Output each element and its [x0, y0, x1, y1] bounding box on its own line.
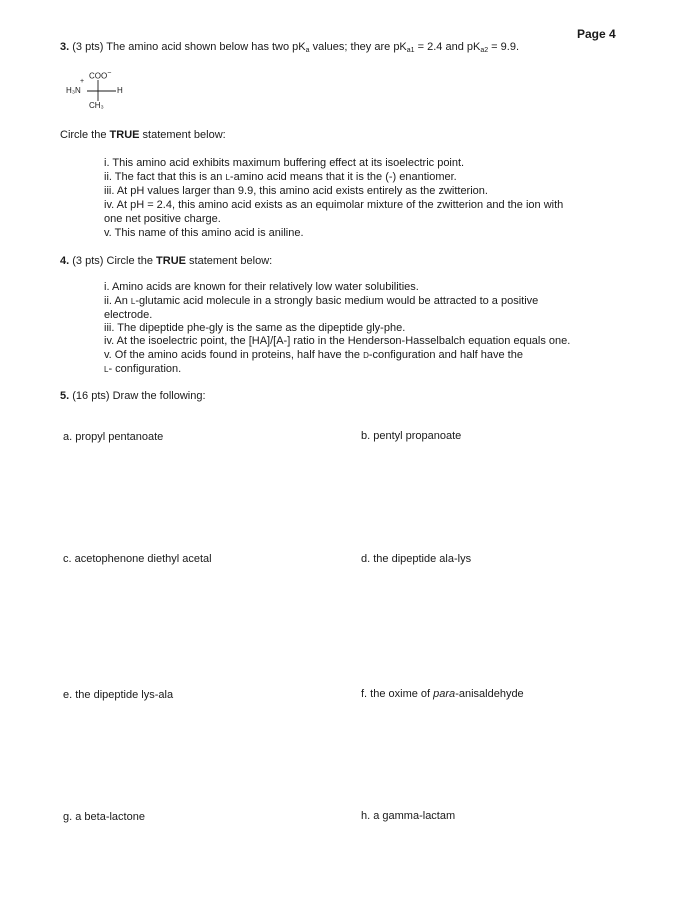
q3-instr-b: statement below:: [139, 129, 226, 141]
q4-opt5-sc2: L: [104, 365, 109, 374]
question-5-points: (16 pts): [72, 390, 110, 402]
q5-item-f-b: -anisaldehyde: [455, 688, 524, 700]
question-3-instruction: [60, 129, 226, 141]
q5-item-f: [361, 688, 524, 700]
q4-option-v[interactable]: [104, 349, 523, 363]
question-3-points: (3 pts): [72, 41, 104, 53]
question-5-text: Draw the following:: [112, 390, 206, 402]
q3-sub-b: a1: [406, 47, 415, 54]
q3-sub-c: a2: [480, 47, 489, 54]
q5-item-d: d. the dipeptide ala-lys: [361, 553, 472, 565]
q3-option-v[interactable]: v. This name of this amino acid is aniline.: [104, 227, 304, 239]
structure-right-group: H: [117, 86, 123, 95]
q4-opt2-b: -glutamic acid molecule in a strongly basic medium would be attracted to a positive: [135, 295, 539, 307]
q5-item-a: a. propyl pentanoate: [63, 431, 164, 443]
structure-top-charge: −: [107, 70, 112, 77]
q3-sub-a: a: [305, 47, 310, 54]
page-number: Page 4: [577, 27, 616, 41]
structure-left-text: H₃N: [66, 86, 81, 95]
q3-option-iv[interactable]: iv. At pH = 2.4, this amino acid exists as an equimolar mixture of the zwitterion and the ion with: [104, 199, 564, 211]
q4-option-iii[interactable]: iii. The dipeptide phe-gly is the same as the dipeptide gly-phe.: [104, 322, 406, 334]
q5-item-f-a: f. the oxime of: [361, 688, 434, 700]
q3-text-c: = 2.4 and pK: [414, 41, 481, 53]
question-4-number: 4.: [60, 255, 70, 267]
q4-opt2-a: ii. An: [104, 295, 131, 307]
q3-option-i[interactable]: i. This amino acid exhibits maximum buffering effect at its isoelectric point.: [104, 157, 465, 169]
structure-left-charge: +: [80, 78, 85, 85]
q4-instr-a: Circle the: [106, 255, 157, 267]
structure-top-group: [89, 70, 111, 81]
structure-left-group: [66, 86, 81, 95]
question-4-points: (3 pts): [72, 255, 104, 267]
q4-instr-bold: TRUE: [156, 255, 186, 267]
q4-opt5-a: v. Of the amino acids found in proteins, half have the: [104, 349, 364, 361]
q3-opt2-b: -amino acid means that it is the (-) enantiomer.: [229, 171, 457, 183]
q3-instr-a: Circle the: [60, 129, 110, 141]
q4-opt2-sc: L: [130, 297, 136, 306]
q3-opt2-sc: L: [225, 173, 230, 182]
question-5-number: 5.: [60, 390, 70, 402]
q4-opt5-sc1: D: [363, 351, 369, 360]
question-3-number: 3.: [60, 41, 70, 53]
q3-option-iii[interactable]: iii. At pH values larger than 9.9, this amino acid exists entirely as the zwitterion.: [104, 185, 488, 197]
question-4-prompt: [60, 255, 272, 267]
q3-option-iv-cont[interactable]: one net positive charge.: [104, 213, 221, 225]
q4-option-ii[interactable]: [104, 295, 538, 309]
q4-opt5-c: - configuration.: [108, 363, 182, 375]
q3-text-a: The amino acid shown below has two pK: [106, 41, 306, 53]
q3-option-ii[interactable]: [104, 171, 457, 185]
structure-top-text: COO: [89, 71, 108, 81]
question-3-prompt: [60, 41, 519, 54]
q3-text-d: = 9.9.: [488, 41, 520, 53]
structure-bottom-group: CH₃: [89, 101, 104, 110]
q4-instr-b: statement below:: [185, 255, 273, 267]
q3-opt2-a: ii. The fact that this is an: [104, 171, 226, 183]
q4-option-ii-cont[interactable]: electrode.: [104, 309, 153, 321]
q5-item-h: h. a gamma-lactam: [361, 810, 456, 822]
q4-option-v-cont[interactable]: [104, 363, 181, 377]
q5-item-c: c. acetophenone diethyl acetal: [63, 553, 212, 565]
q5-item-g: g. a beta-lactone: [63, 811, 145, 823]
q5-item-e: e. the dipeptide lys-ala: [63, 689, 174, 701]
q5-item-f-italic: para: [433, 688, 456, 700]
q5-item-b: b. pentyl propanoate: [361, 430, 462, 442]
q4-option-iv[interactable]: iv. At the isoelectric point, the [HA]/[A-] ratio in the Henderson-Hasselbalch equation equals one.: [104, 335, 571, 347]
q4-opt5-b: -configuration and half have the: [368, 349, 523, 361]
q3-instr-bold: TRUE: [109, 129, 140, 141]
question-5-prompt: [60, 390, 206, 402]
q4-option-i[interactable]: i. Amino acids are known for their relatively low water solubilities.: [104, 281, 419, 293]
q3-text-b: values; they are pK: [309, 41, 407, 53]
